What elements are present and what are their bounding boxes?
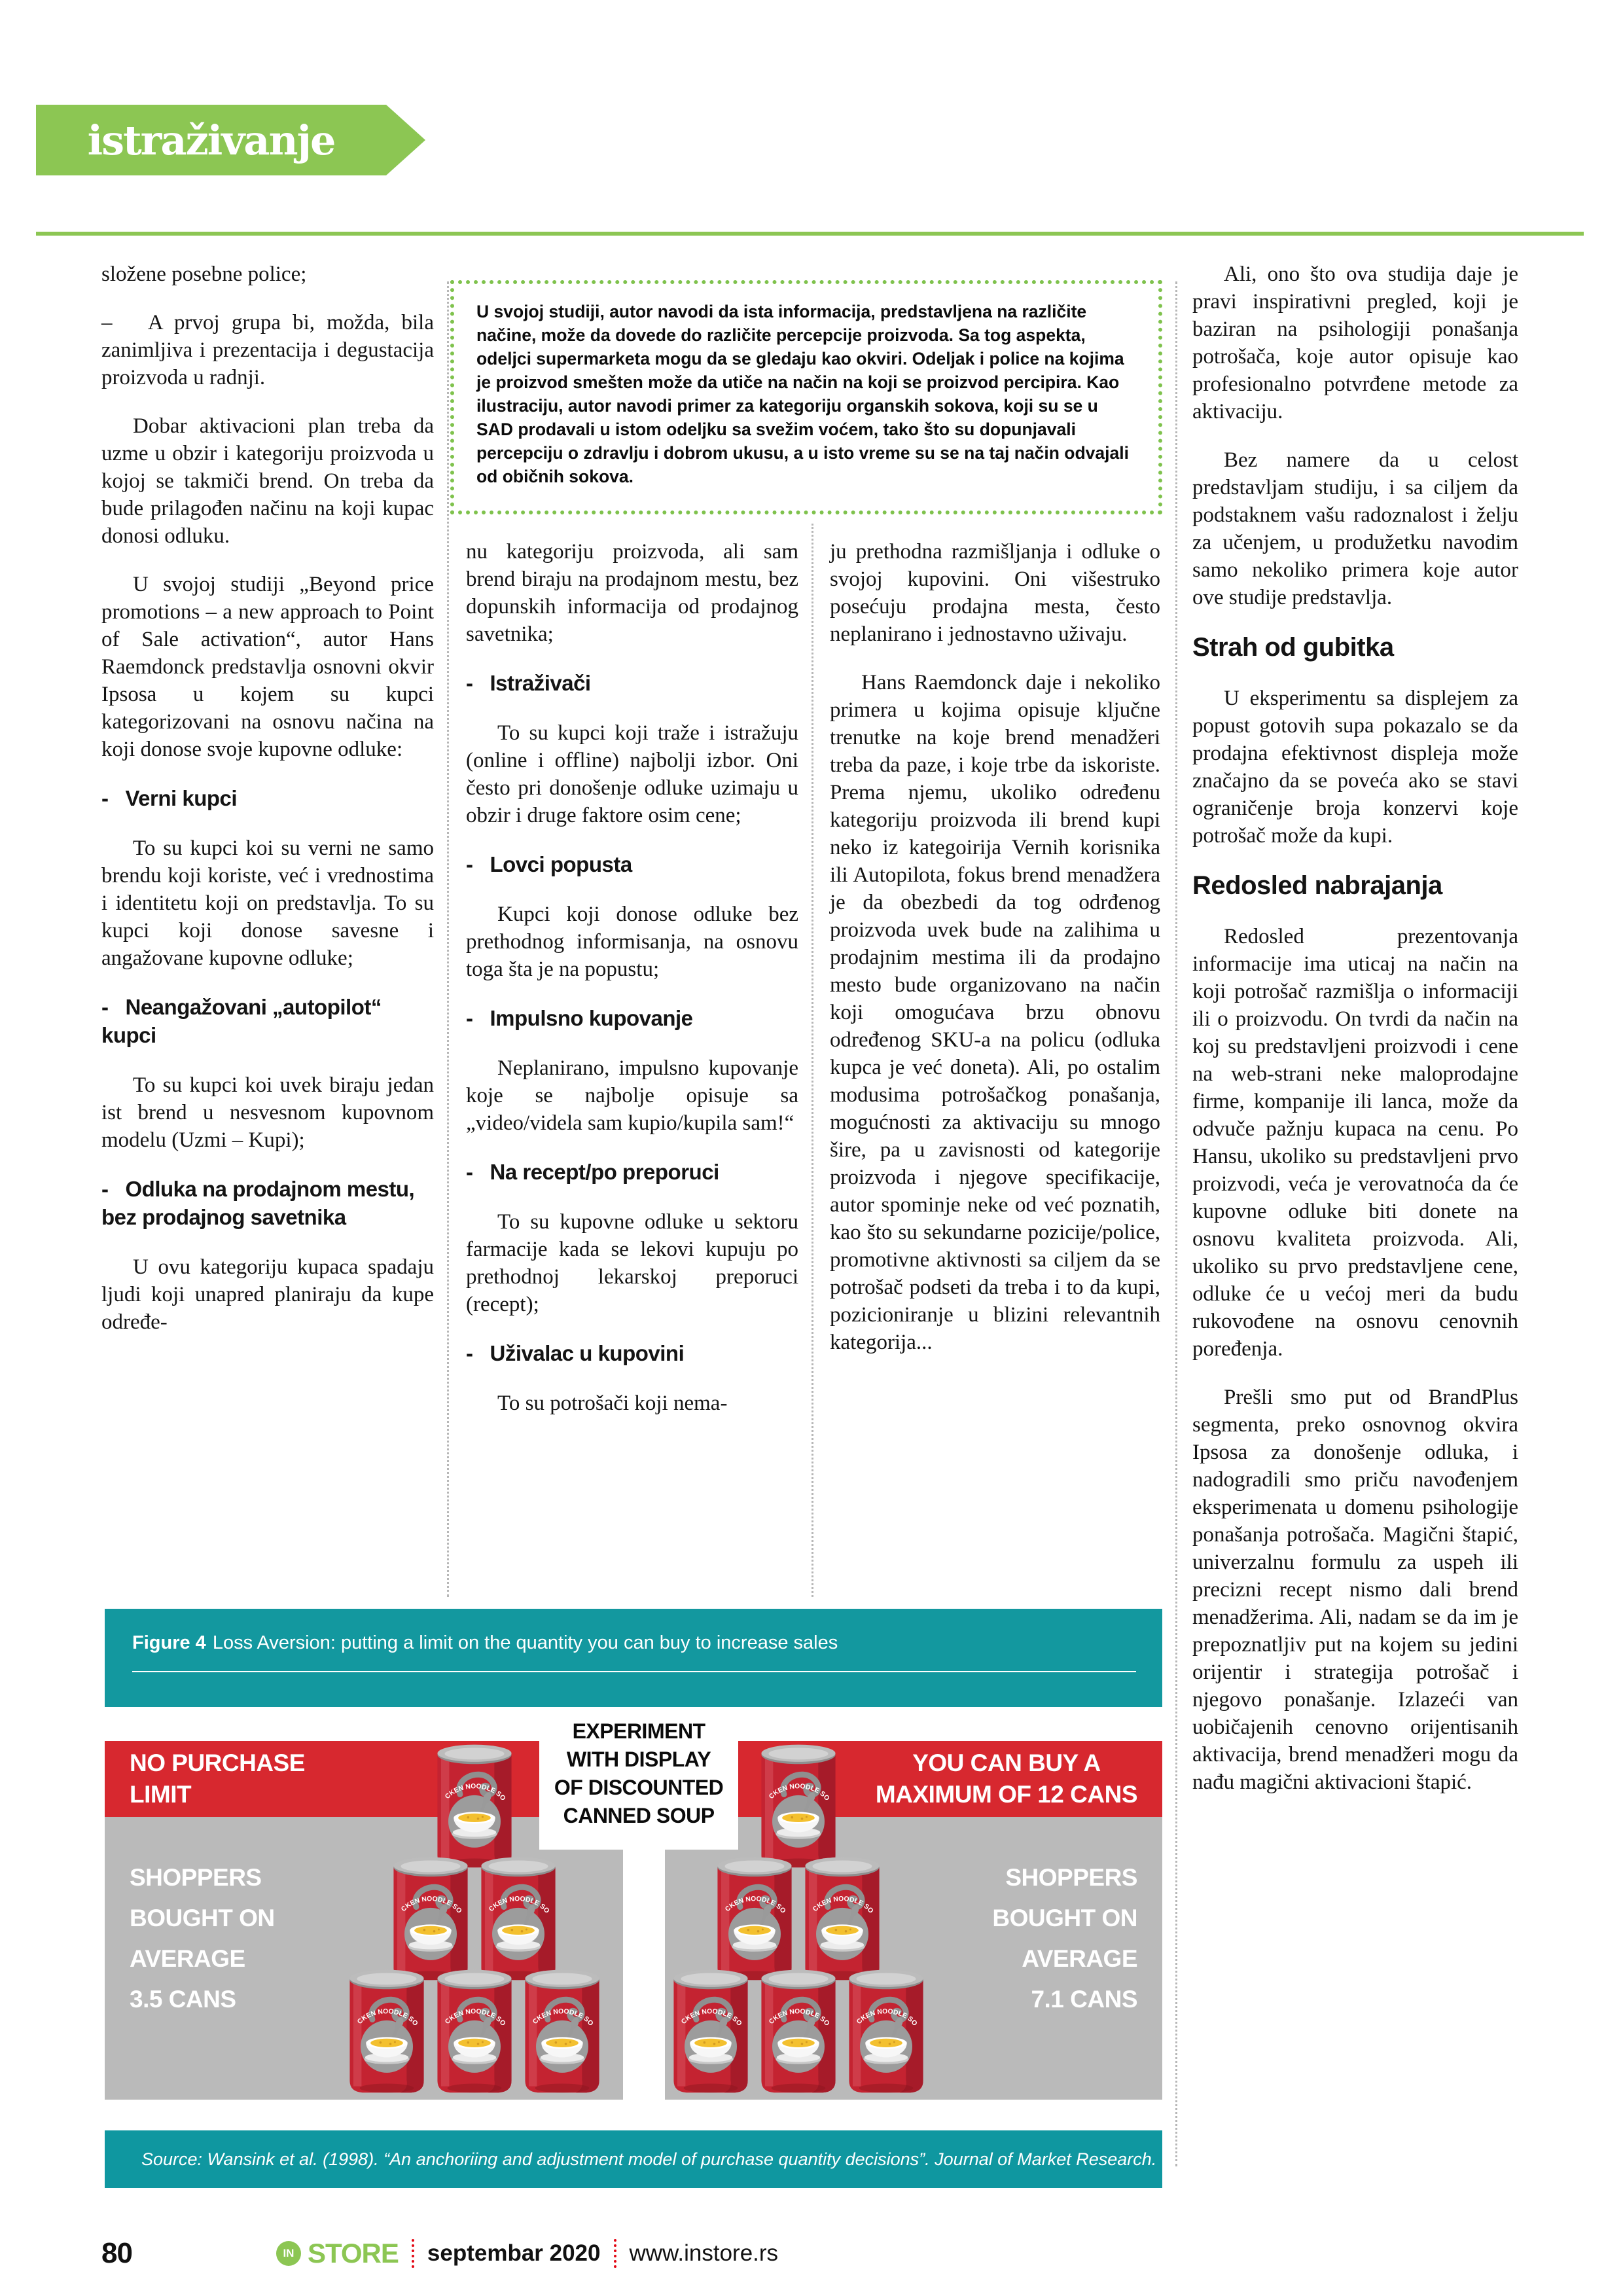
figure-loss-aversion bbox=[105, 1609, 1162, 2188]
soup-can-icon bbox=[342, 1964, 432, 2094]
highlight-box-text: U svojoj studiji, autor navodi da ista informacija, predstavljena na različite načine, može da dovede do različite percepcije proizvoda. Sa tog aspekta, odeljci supermarketa mogu da se gledaju kao okviri. Odeljak i police na kojima je proizvod smešten može da utiče na način na koji se proizvod percipira. Kao ilustraciju, autor navodi primer za kategoriju organskih sokova, koji su se u SAD prodavali u istom odeljku sa svežim voćem, tako što su dopunjavali percepciju o zdravlju i dobrom ukusu, a u isto vreme su se na taj način odvajali od običnih sokova. bbox=[476, 302, 1129, 486]
paragraph: To su kupci koi uvek biraju jedan ist brend u nesvesnom kupovnom modelu (Uzmi – Kupi); bbox=[101, 1073, 434, 1152]
no-purchase-limit-text bbox=[130, 1748, 305, 1810]
label-line: AVERAGE bbox=[1022, 1945, 1137, 1972]
label-line: MAXIMUM OF 12 CANS bbox=[875, 1781, 1137, 1808]
text-column-1 bbox=[101, 260, 434, 1357]
page-number: 80 bbox=[101, 2237, 132, 2269]
can-row bbox=[387, 1851, 562, 1982]
subheading: - Verni kupci bbox=[101, 786, 238, 810]
paragraph: To su potrošači koji nema- bbox=[497, 1391, 728, 1415]
figure-source-text: Source: Wansink et al. (1998). “An anchoriing and adjustment model of purchase quantity decisions”. Journal of Market Research. bbox=[141, 2149, 1157, 2169]
column-divider bbox=[1175, 281, 1177, 2166]
soup-can-icon bbox=[797, 1851, 887, 1982]
figure-illustration bbox=[105, 1707, 1162, 2130]
text-column-4 bbox=[1192, 260, 1518, 1817]
can-row bbox=[755, 1738, 842, 1869]
highlight-box bbox=[450, 280, 1162, 514]
subheading: Redosled nabrajanja bbox=[1192, 871, 1442, 900]
soup-can-icon bbox=[709, 1851, 800, 1982]
instore-logo bbox=[276, 2238, 399, 2269]
paragraph: Kupci koji donose odluke bez prethodnog informisanja, na osnovu toga šta je na popustu; bbox=[466, 903, 798, 981]
figure-title-rule bbox=[132, 1671, 1136, 1672]
label-line: CANNED SOUP bbox=[563, 1804, 715, 1827]
paragraph: nu kategoriju proizvoda, ali sam brend biraju na prodajnom mestu, bez dopunskih informacija od prodajnog savetnika; bbox=[466, 540, 798, 646]
label-line: 3.5 CANS bbox=[130, 1986, 236, 2013]
paragraph: Hans Raemdonck daje i nekoliko primera u kojima opisuje ključne trenutke na koje brend menadžeri treba da paze, i koje trbe da iskoriste. Prema njemu, ukoliko određenu kategoriju proizvoda ili brend kupi neko iz kategoirija Vernih korisnika ili Autopilota, fokus brend menadžera je da obezbedi da tog odrđenog proizvoda uvek bude na zalihima u prodajnim mestima ili da prodajno mesto bude organizovano na način koji omogućava brzu obnovu određenog SKU-a na policu (odluka kupca je već doneta). Ali, po ostalim modusima potrošačkog ponašanja, mogućnosti za aktivaciju su mnogo šire, pa u zavisnosti od kategorije proizvoda i njegove specifikacije, autor spominje neke od već poznatih, kao što su sekundarne pozicije/police, promotivne aktivnosti sa ciljem da se potrošač podseti da treba i to da kupi, pozicioniranje u blizini relevantnih kategorija... bbox=[830, 671, 1160, 1354]
subheading: - Uživalac u kupovini bbox=[466, 1341, 685, 1365]
label-line: SHOPPERS bbox=[1005, 1864, 1137, 1891]
label-line: YOU CAN BUY A bbox=[912, 1749, 1101, 1776]
paragraph: Bez namere da u celost predstavljam studiju, i sa ciljem da podstaknem vašu radoznalost i želju za učenjem, u produžetku navodim samo nekoliko primera koje autor ove studije predstavlja. bbox=[1192, 448, 1518, 609]
header-rule bbox=[36, 232, 1584, 236]
figure-label: Figure 4 bbox=[132, 1632, 206, 1653]
can-row bbox=[667, 1964, 930, 2094]
paragraph: složene posebne police; bbox=[101, 262, 307, 286]
column-divider bbox=[447, 281, 449, 1597]
soup-can-icon bbox=[517, 1964, 607, 2094]
paragraph: Neplanirano, impulsno kupovanje koje se najbolje opisuje sa „video/videla sam kupio/kupila sam!“ bbox=[466, 1056, 798, 1135]
label-line: SHOPPERS bbox=[130, 1864, 262, 1891]
text-column-2 bbox=[466, 538, 798, 1438]
subheading: - Na recept/po preporuci bbox=[466, 1160, 719, 1184]
in-circle-icon bbox=[276, 2241, 301, 2266]
can-row bbox=[343, 1964, 606, 2094]
avg-7-1-cans-text bbox=[992, 1857, 1137, 2020]
paragraph: Prešli smo put od BrandPlus segmenta, preko osnovnog okvira Ipsosa za donošenje odluka, i nadogradili smo priču navođenjem eksperimenata u domenu psihologije ponašanja potrošača. Magični štapić, univerzalnu formulu za uspeh ili precizni recept nismo dali brend menadžerima. Ali, nadam se da im je prepoznatljiv put na kojem su jedini orijentir i strategija potrošač i njegovo ponašanje. Izlazeći van uobičajenih cenovno orijentisanih aktivacija, brend menadžeri mogu da nađu magični aktivacioni štapić. bbox=[1192, 1386, 1518, 1794]
soup-can-icon bbox=[753, 1738, 844, 1869]
paragraph: Dobar aktivacioni plan treba da uzme u obzir i kategoriju proizvoda u kojoj se takmiči brend. On treba da bude prilagođen načinu na koji kupac donosi odluku. bbox=[101, 414, 434, 548]
subheading: - Impulsno kupovanje bbox=[466, 1006, 693, 1030]
max-12-cans-text bbox=[876, 1748, 1137, 1810]
label-line: BOUGHT ON bbox=[992, 1905, 1137, 1931]
label-line: EXPERIMENT bbox=[572, 1719, 705, 1743]
label-line: LIMIT bbox=[130, 1781, 192, 1808]
soup-can-icon bbox=[385, 1851, 476, 1982]
soup-can-icon bbox=[473, 1851, 563, 1982]
subheading: - Istraživači bbox=[466, 671, 591, 695]
paragraph: U eksperimentu sa displejem za popust gotovih supa pokazalo se da prodajna efektivnost displeja može značajno da se poveća ako se stavi ograničenje broja konzervi koje potrošač može da kupi. bbox=[1192, 687, 1518, 848]
experiment-caption bbox=[539, 1707, 738, 1850]
footer-divider bbox=[614, 2239, 616, 2268]
label-line: AVERAGE bbox=[130, 1945, 245, 1972]
website-url: www.instore.rs bbox=[629, 2240, 779, 2266]
paragraph: ju prethodna razmišljanja i odluke o svojoj kupovini. Oni višestruko posećuju prodajna mesta, često neplanirano i jednostavno uživaju. bbox=[830, 540, 1160, 646]
label-line: NO PURCHASE bbox=[130, 1749, 305, 1776]
subheading: - Odluka na prodajnom mestu, bez prodajnog savetnika bbox=[101, 1177, 415, 1229]
column-divider bbox=[812, 524, 813, 1597]
label-line: WITH DISPLAY bbox=[566, 1748, 711, 1771]
figure-title: Loss Aversion: putting a limit on the quantity you can buy to increase sales bbox=[212, 1632, 838, 1653]
paragraph: To su kupovne odluke u sektoru farmacije kada se lekovi kupuju po prethodnoj lekarskoj preporuci (recept); bbox=[466, 1210, 798, 1316]
soup-can-icon bbox=[429, 1964, 520, 2094]
can-row bbox=[431, 1738, 518, 1869]
label-line: 7.1 CANS bbox=[1031, 1986, 1137, 2013]
subheading: - Neangažovani „autopilot“ kupci bbox=[101, 995, 382, 1047]
paragraph: Ali, ono što ova studija daje je pravi inspirativni pregled, koji je baziran na psihologiji ponašanja potrošača, koje autor opisuje kao profesionalno potvrđene metode za aktivaciju. bbox=[1192, 262, 1518, 423]
soup-can-icon bbox=[753, 1964, 844, 2094]
footer-divider bbox=[412, 2239, 414, 2268]
paragraph: Redosled prezentovanja informacije ima uticaj na način na koji potrošač razmišlja o informaciji ili o proizvodu. On tvrdi da način na koj su predstavljeni proizvodi i cene na web-strani neke maloprodajne firme, kompanije ili lanca, može da odvuče pažnju kupaca na cenu. Po Hansu, ukoliko su predstavljeni prvo proizvodi, veća je verovatnoća da će kupovne odluke biti donete na osnovu kvaliteta proizvoda. Ali, ukoliko su prvo predstavljene cene, odluke će u većoj meri da budu rukovođene na osnovu cenovnih poređenja. bbox=[1192, 925, 1518, 1361]
section-banner-label: istraživanje bbox=[87, 116, 335, 164]
soup-can-icon bbox=[666, 1964, 756, 2094]
section-banner bbox=[36, 105, 386, 175]
figure-title-bar bbox=[105, 1609, 1162, 1707]
can-row bbox=[711, 1851, 886, 1982]
paragraph: To su kupci koji traže i istražuju (online i offline) najbolji izbor. Oni često pri donošenje odluke uzimaju u obzir i druge faktore osim cene; bbox=[466, 721, 798, 827]
label-line: BOUGHT ON bbox=[130, 1905, 275, 1931]
paragraph: U svojoj studiji „Beyond price promotions – a new approach to Point of Sale activation“, autor Hans Raemdonck predstavlja osnovni okvir Ipsosa u kojem su kupci kategorizovani na osnovu načina na koji donose svoje kupovne odluke: bbox=[101, 573, 434, 761]
paragraph: U ovu kategoriju kupaca spadaju ljudi koji unapred planiraju da kupe određe- bbox=[101, 1255, 434, 1334]
text-column-3 bbox=[830, 538, 1160, 1377]
soup-can-icon bbox=[429, 1738, 520, 1869]
page-footer bbox=[101, 2237, 1522, 2270]
subheading: - Lovci popusta bbox=[466, 852, 632, 876]
soup-can-icon bbox=[841, 1964, 931, 2094]
paragraph: To su kupci koi su verni ne samo brendu koji koriste, već i vrednostima i identitetu koji on predstavlja. To su kupci koji donose savesne i angažovane kupovne odluke; bbox=[101, 836, 434, 970]
avg-3-5-cans-text bbox=[130, 1857, 275, 2020]
subheading: Strah od gubitka bbox=[1192, 633, 1394, 662]
figure-source-bar bbox=[105, 2130, 1162, 2188]
label-line: OF DISCOUNTED bbox=[554, 1776, 724, 1799]
brand-name: STORE bbox=[307, 2238, 399, 2269]
issue-date: septembar 2020 bbox=[427, 2240, 601, 2266]
in-circle-icon-label: IN bbox=[283, 2247, 294, 2259]
paragraph: – A prvoj grupa bi, možda, bila zanimljiva i prezentacija i degustacija proizvoda u radnji. bbox=[101, 311, 434, 389]
